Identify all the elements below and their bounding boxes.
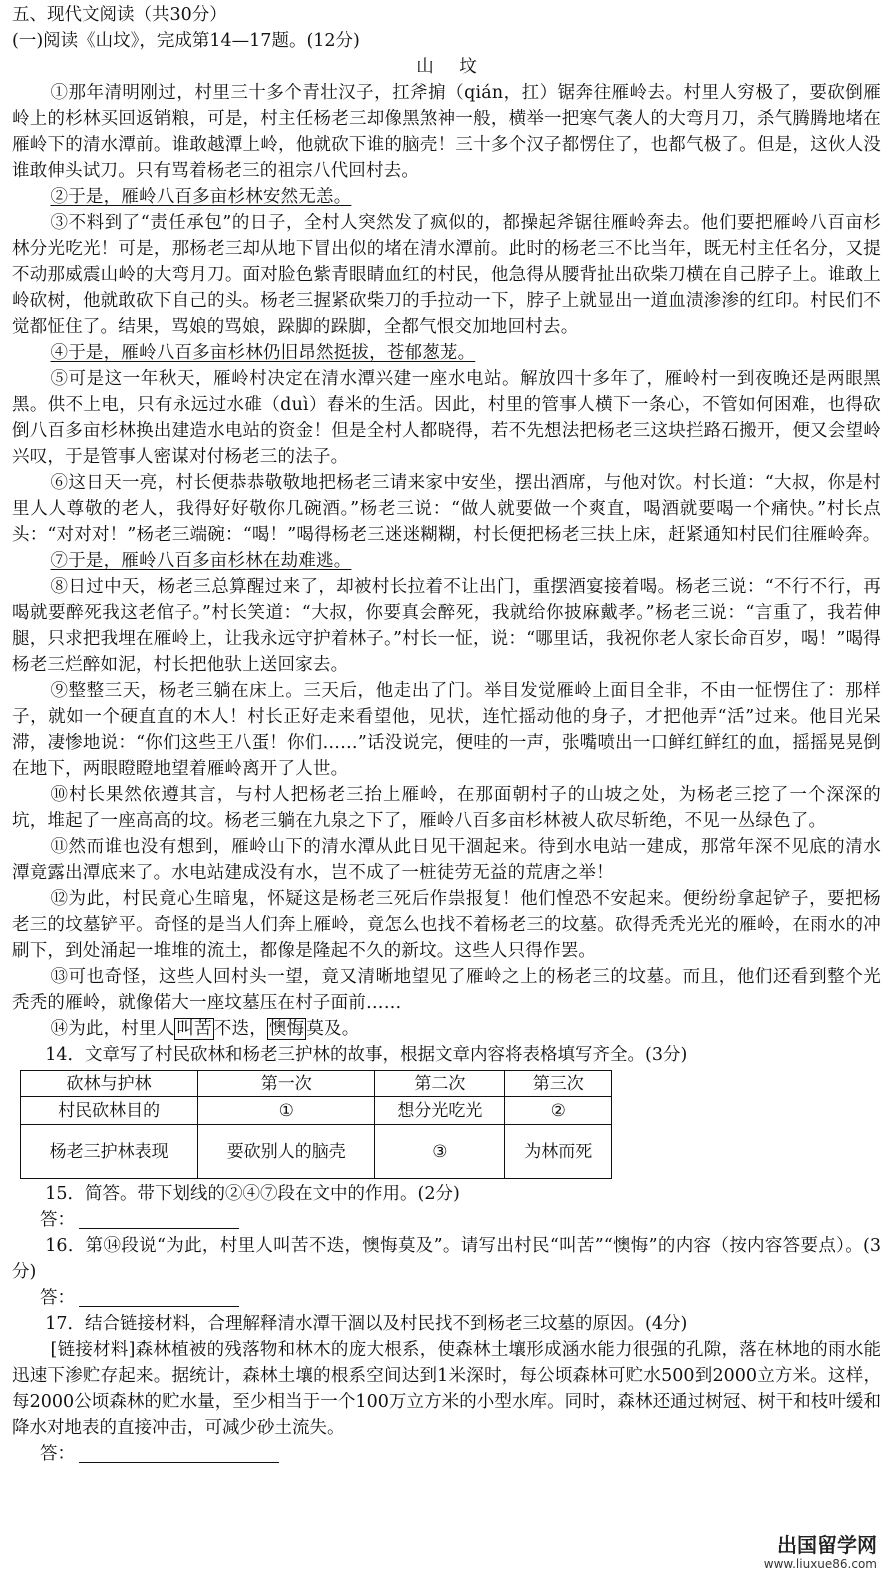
paragraph-11: ⑪然而谁也没有想到，雁岭山下的清水潭从此日见干涸起来。待到水电站一建成，那常年深不见底的清水潭竟露出潭底来了。水电站建成没有水，岂不成了一桩徒劳无益的荒唐之举！: [12, 837, 881, 883]
table-header-row: [21, 1071, 612, 1097]
site-watermark: [764, 1533, 877, 1571]
paragraph-8: ⑧日过中天，杨老三总算醒过来了，却被村长拉着不让出门，重摆酒宴接着喝。杨老三说：“不行不行，再喝就要醉死我这老倌子。”村长笑道：“大叔，你要真会醉死，我就给你披麻戴孝。”杨老三说：“言重了，我若伸腿，只求把我埋在雁岭上，让我永远守护着林子。”村长一怔，说：“哪里话，我祝你老人家长命百岁，喝！”喝得杨老三烂醉如泥，村长把他驮上送回家去。: [12, 577, 881, 675]
section-heading: 五、现代文阅读（共30分）: [12, 5, 227, 25]
watermark-url: www.liuxue86.com: [763, 1557, 877, 1571]
paragraph-14-end: 莫及。: [306, 1019, 360, 1039]
answer-line-16: [12, 1285, 881, 1311]
table-cell-blank[interactable]: ②: [505, 1097, 612, 1125]
paragraph-4: [12, 340, 881, 366]
paragraph-14-start: ⑭为此，村里人: [50, 1019, 175, 1039]
question-14: 14．文章写了村民砍林和杨老三护林的故事，根据文章内容将表格填写齐全。(3分): [45, 1045, 688, 1065]
boxed-word-jiaoku: 叫苦: [176, 1019, 212, 1039]
reading-instructions: (一)阅读《山坟》，完成第14—17题。(12分): [12, 31, 360, 51]
paragraph-10: ⑩村长果然依遵其言，与村人把杨老三抬上雁岭，在那面朝村子的山坡之处，为杨老三挖了一个深深的坑，堆起了一座高高的坟。杨老三躺在九泉之下了，雁岭八百多亩杉林被人砍尽斩绝，不见一丛绿色了。: [12, 785, 881, 831]
paragraph-13: ⑬可也奇怪，这些人回村头一望，竟又清晰地望见了雁岭之上的杨老三的坟墓。而且，他们还看到整个光秃秃的雁岭，就像偌大一座坟墓压在村子面前……: [12, 967, 881, 1013]
paragraph-1: ①那年清明刚过，村里三十多个青壮汉子，扛斧掮（qián，扛）锯奔往雁岭去。村里人穷极了，要砍倒雁岭上的杉林买回返销粮，可是，村主任杨老三却像黑煞神一般，横举一把寒气袭人的大弯月刀，杀气腾腾地堵在雁岭下的清水潭前。谁敢越潭上岭，他就砍下谁的脑壳！三十多个汉子都愣住了，也都气极了。但是，这伙人没谁敢伸头试刀。只有骂着杨老三的祖宗八代回村去。: [12, 83, 881, 181]
answer-label: 答：: [40, 1210, 75, 1230]
question-14-table: [20, 1070, 612, 1179]
answer-label: 答：: [40, 1288, 75, 1308]
table-header-cell: 砍林与护林: [21, 1071, 198, 1097]
watermark-name: 出国留学网: [777, 1533, 877, 1557]
paragraph-14: [12, 1016, 881, 1042]
table-cell: 杨老三护林表现: [21, 1125, 198, 1179]
table-cell: 为林而死: [505, 1125, 612, 1179]
answer-blank[interactable]: [79, 1211, 239, 1229]
paragraph-9: ⑨整整三天，杨老三躺在床上。三天后，他走出了门。举目发觉雁岭上面目全非，不由一怔愣住了：那样子，就如一个硬直直的木人！村长正好走来看望他，见状，连忙摇动他的身子，才把他弄“活”过来。他目光呆滞，凄惨地说：“你们这些王八蛋！你们……”话没说完，便哇的一声，张嘴喷出一口鲜红鲜红的血，摇摇晃晃倒在地下，两眼瞪瞪地望着雁岭离开了人世。: [12, 681, 881, 779]
paragraph-7: [12, 548, 881, 574]
answer-label: 答：: [40, 1444, 75, 1464]
underlined-sentence: ④于是，雁岭八百多亩杉林仍旧昂然挺拔，苍郁葱茏。: [50, 343, 476, 363]
answer-line-15: [12, 1207, 881, 1233]
boxed-word-aohui: 懊悔: [268, 1019, 305, 1039]
paragraph-14-mid: 不迭，: [213, 1019, 267, 1039]
question-15: 15．简答。带下划线的②④⑦段在文中的作用。(2分): [45, 1184, 460, 1204]
answer-line-17: [12, 1441, 881, 1467]
question-17: 17．结合链接材料，合理解释清水潭干涸以及村民找不到杨老三坟墓的原因。(4分): [45, 1314, 688, 1334]
link-material: [链接材料]森林植被的残落物和林木的庞大根系，使森林土壤形成涵水能力很强的孔隙，落在林地的雨水能迅速下渗贮存起来。据统计，森林土壤的根系空间达到1米深时，每公顷森林可贮水500到2000立方米。这样，每2000公顷森林的贮水量，至少相当于一个100万立方米的小型水库。同时，森林还通过树冠、树干和枝叶缓和降水对地表的直接冲击，可减少砂土流失。: [12, 1340, 881, 1438]
answer-blank[interactable]: [79, 1445, 279, 1463]
question-16: 16．第⑭段说“为此，村里人叫苦不迭，懊悔莫及”。请写出村民“叫苦”“懊悔”的内容（按内容答要点）。(3分): [12, 1236, 881, 1282]
table-header-cell: 第一次: [198, 1071, 375, 1097]
table-cell-blank[interactable]: ③: [375, 1125, 505, 1179]
table-row: [21, 1097, 612, 1125]
underlined-sentence: ⑦于是，雁岭八百多亩杉林在劫难逃。: [50, 551, 352, 571]
table-cell-blank[interactable]: ①: [198, 1097, 375, 1125]
story-title: 山 坟: [416, 57, 487, 77]
paragraph-2: [12, 184, 881, 210]
paragraph-6: ⑥这日天一亮，村长便恭恭敬敬地把杨老三请来家中安坐，摆出酒席，与他对饮。村长道：“大叔，你是村里人人尊敬的老人，我得好好敬你几碗酒。”杨老三说：“做人就要做一个爽直，喝酒就要喝一个痛快。”村长点头：“对对对！”杨老三端碗：“喝！”喝得杨老三迷迷糊糊，村长便把杨老三扶上床，赶紧通知村民们往雁岭奔。: [12, 473, 881, 545]
table-cell: 想分光吃光: [375, 1097, 505, 1125]
table-header-cell: 第二次: [375, 1071, 505, 1097]
answer-blank[interactable]: [79, 1289, 239, 1307]
table-cell: 要砍别人的脑壳: [198, 1125, 375, 1179]
paragraph-3: ③不料到了“责任承包”的日子，全村人突然发了疯似的，都操起斧锯往雁岭奔去。他们要把雁岭八百亩杉林分光吃光！可是，那杨老三却从地下冒出似的堵在清水潭前。此时的杨老三不比当年，既无村主任名分，又提不动那威震山岭的大弯月刀。面对脸色紫青眼睛血红的村民，他急得从腰背扯出砍柴刀横在自己脖子上。谁敢上岭砍树，他就敢砍下自己的头。杨老三握紧砍柴刀的手拉动一下，脖子上就显出一道血渍渗渗的红印。村民们不觉都怔住了。结果，骂娘的骂娘，跺脚的跺脚，全都气恨交加地回村去。: [12, 213, 881, 337]
underlined-sentence: ②于是，雁岭八百多亩杉林安然无恙。: [50, 187, 352, 207]
table-row: [21, 1125, 612, 1179]
paragraph-12: ⑫为此，村民竟心生暗鬼，怀疑这是杨老三死后作祟报复！他们惶恐不安起来。便纷纷拿起铲子，要把杨老三的坟墓铲平。奇怪的是当人们奔上雁岭，竟怎么也找不着杨老三的坟墓。砍得秃秃光光的雁岭，在雨水的冲刷下，到处涌起一堆堆的流土，都像是隆起不久的新坟。这些人只得作罢。: [12, 889, 881, 961]
paragraph-5: ⑤可是这一年秋天，雁岭村决定在清水潭兴建一座水电站。解放四十多年了，雁岭村一到夜晚还是两眼黑黑。供不上电，只有永远过水碓（duì）舂米的生活。因此，村里的管事人横下一条心，不管如何困难，也得砍倒八百多亩杉林换出建造水电站的资金！但是全村人都晓得，若不先想法把杨老三这块拦路石搬开，便又会望岭兴叹，于是管事人密谋对付杨老三的法子。: [12, 369, 881, 467]
table-header-cell: 第三次: [505, 1071, 612, 1097]
table-cell: 村民砍林目的: [21, 1097, 198, 1125]
